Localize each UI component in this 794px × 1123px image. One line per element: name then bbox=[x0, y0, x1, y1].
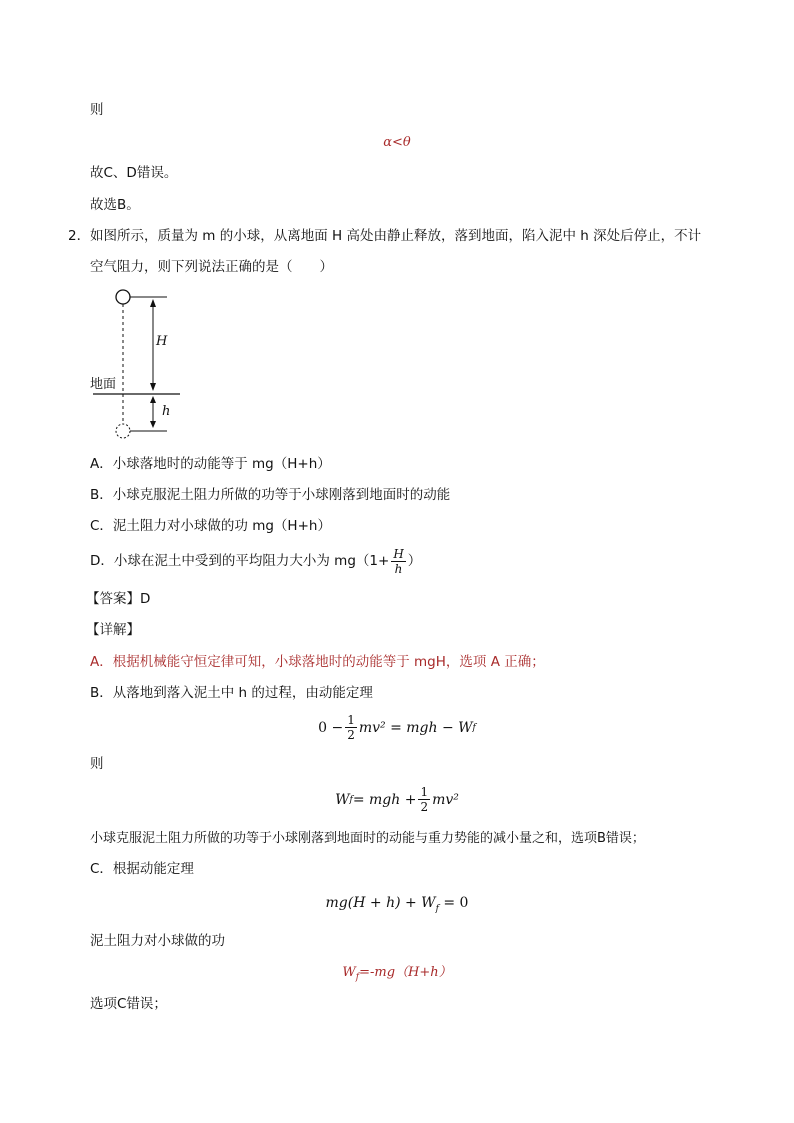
solution-b-conclusion: 小球克服泥土阻力所做的功等于小球刚落到地面时的动能与重力势能的减小量之和，选项B错误； bbox=[90, 831, 645, 846]
option-d-suffix: ） bbox=[407, 553, 422, 570]
text-choose-b: 故选B。 bbox=[90, 197, 140, 213]
eq1-den: 2 bbox=[347, 728, 355, 742]
eq3-left: mg(H + h) + W bbox=[325, 895, 436, 911]
option-c: C．泥土阻力对小球做的功 mg（H+h） bbox=[90, 518, 331, 534]
question-number: 2． bbox=[68, 228, 91, 244]
ball-end bbox=[116, 424, 130, 438]
eq1-sub: f bbox=[472, 722, 476, 733]
option-d-num: H bbox=[393, 546, 404, 561]
equation-2 bbox=[0, 782, 794, 818]
h-label: h bbox=[162, 404, 171, 419]
H-arrow-head-down bbox=[150, 383, 156, 391]
solution-b-intro: B．从落地到落入泥土中 h 的过程，由动能定理 bbox=[90, 685, 373, 701]
eq1-left: 0 − bbox=[318, 720, 344, 736]
option-d-fraction bbox=[391, 548, 405, 576]
option-a: A．小球落地时的动能等于 mg（H+h） bbox=[90, 456, 331, 472]
alpha-lt-theta: α<θ bbox=[383, 135, 411, 150]
question-stem-line1: 如图所示，质量为 m 的小球，从离地面 H 高处由静止释放，落到地面，陷入泥中 h 深处后停止，不计 bbox=[90, 228, 702, 244]
falling-ball-figure bbox=[88, 284, 188, 444]
ball-start bbox=[116, 290, 130, 304]
text-then-1: 则 bbox=[90, 102, 104, 118]
eq2-sub: f bbox=[349, 794, 353, 805]
h-arrow-head-up bbox=[150, 396, 156, 403]
eq2-right: mv² bbox=[432, 792, 459, 808]
figure-svg bbox=[88, 284, 188, 444]
eq2-mid: = mgh + bbox=[352, 792, 417, 808]
equation-1 bbox=[0, 710, 794, 746]
eq4-sub: f bbox=[355, 972, 360, 983]
h-arrow-head-down bbox=[150, 421, 156, 428]
eq4-right: =-mg（H+h） bbox=[359, 965, 452, 980]
answer-label: 【答案】D bbox=[86, 591, 151, 607]
eq1-num: 1 bbox=[347, 712, 355, 727]
solution-c-work: 泥土阻力对小球做的功 bbox=[90, 933, 225, 949]
question-stem-line2: 空气阻力，则下列说法正确的是（ ） bbox=[90, 259, 333, 275]
ground-label: 地面 bbox=[90, 377, 117, 392]
eq2-num: 1 bbox=[420, 784, 429, 799]
eq1-right: mv² = mgh − W bbox=[358, 720, 473, 736]
eq4-left: W bbox=[342, 965, 356, 980]
solution-c-conclusion: 选项C错误； bbox=[90, 996, 167, 1012]
text-cd-wrong: 故C、D错误。 bbox=[90, 165, 178, 181]
option-b: B．小球克服泥土阻力所做的功等于小球刚落到地面时的动能 bbox=[90, 487, 451, 503]
eq2-left: W bbox=[335, 792, 350, 808]
text-then-2: 则 bbox=[90, 756, 104, 772]
eq3-sub: f bbox=[435, 903, 439, 914]
option-d-prefix: D．小球在泥土中受到的平均阻力大小为 mg（1+ bbox=[90, 553, 390, 570]
H-label: H bbox=[156, 334, 168, 349]
eq1-fraction bbox=[345, 714, 357, 742]
option-d bbox=[90, 544, 421, 580]
equation-4 bbox=[0, 966, 794, 983]
solution-c-intro: C．根据动能定理 bbox=[90, 861, 194, 877]
eq2-fraction bbox=[418, 786, 430, 814]
detail-label: 【详解】 bbox=[86, 622, 140, 638]
eq3-right: = 0 bbox=[438, 895, 469, 911]
option-d-den: h bbox=[394, 562, 403, 576]
eq2-den: 2 bbox=[420, 800, 429, 814]
equation-3 bbox=[0, 896, 794, 914]
H-arrow-head-up bbox=[150, 299, 156, 307]
solution-a: A．根据机械能守恒定律可知，小球落地时的动能等于 mgH，选项 A 正确； bbox=[90, 654, 545, 670]
